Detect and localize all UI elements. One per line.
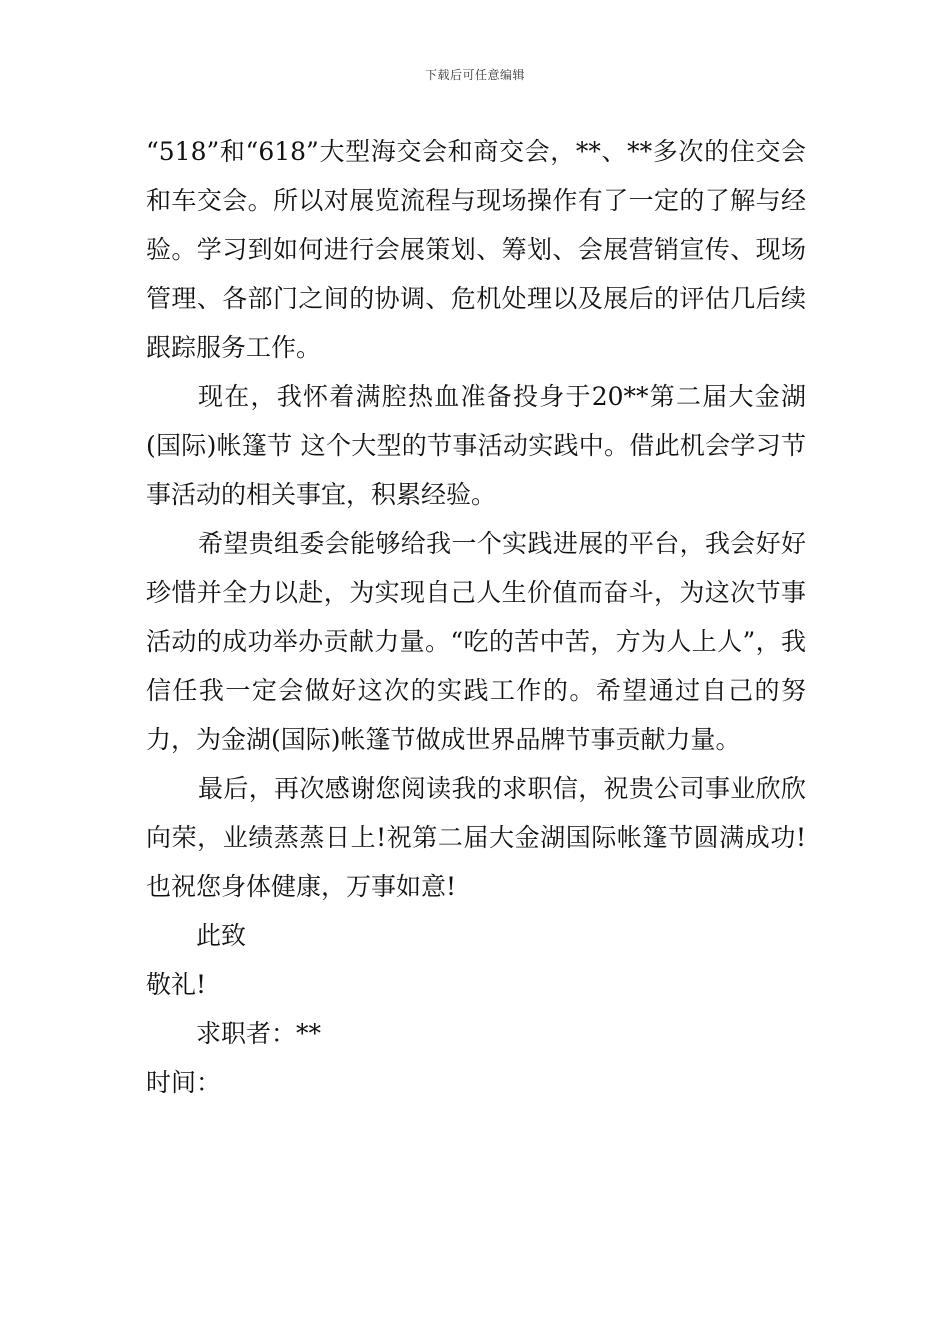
paragraph-now: 现在，我怀着满腔热血准备投身于20**第二届大金湖(国际)帐篷节 这个大型的节事活动实践中。借此机会学习节事活动的相关事宜，积累经验。 <box>146 382 806 509</box>
date-line: 时间： <box>146 1068 222 1097</box>
closing-phrase: 此致 <box>196 921 247 950</box>
paragraph-hope: 希望贵组委会能够给我一个实践进展的平台，我会好好珍惜并全力以赴，为实现自己人生价值而奋斗，为这次节事活动的成功举办贡献力量。“吃的苦中苦，方为人上人”，我信任我一定会做好这次的实践工作的。希望通过自己的努力，为金湖(国际)帐篷节做成世界品牌节事贡献力量。 <box>146 529 806 754</box>
salute: 敬礼! <box>146 970 207 999</box>
header-note: 下载后可任意编辑 <box>424 68 525 82</box>
paragraph-thanks: 最后，再次感谢您阅读我的求职信，祝贵公司事业欣欣向荣，业绩蒸蒸日上!祝第二届大金湖国际帐篷节圆满成功!也祝您身体健康，万事如意! <box>146 774 806 901</box>
paragraph-experience: “518”和“618”大型海交会和商交会，**、**多次的住交会和车交会。所以对展览流程与现场操作有了一定的了解与经验。学习到如何进行会展策划、筹划、会展营销宣传、现场管理、各部门之间的协调、危机处理以及展后的评估几后续跟踪服务工作。 <box>146 137 806 362</box>
signature: 求职者：** <box>196 1019 322 1048</box>
letter-body <box>146 127 806 1107</box>
